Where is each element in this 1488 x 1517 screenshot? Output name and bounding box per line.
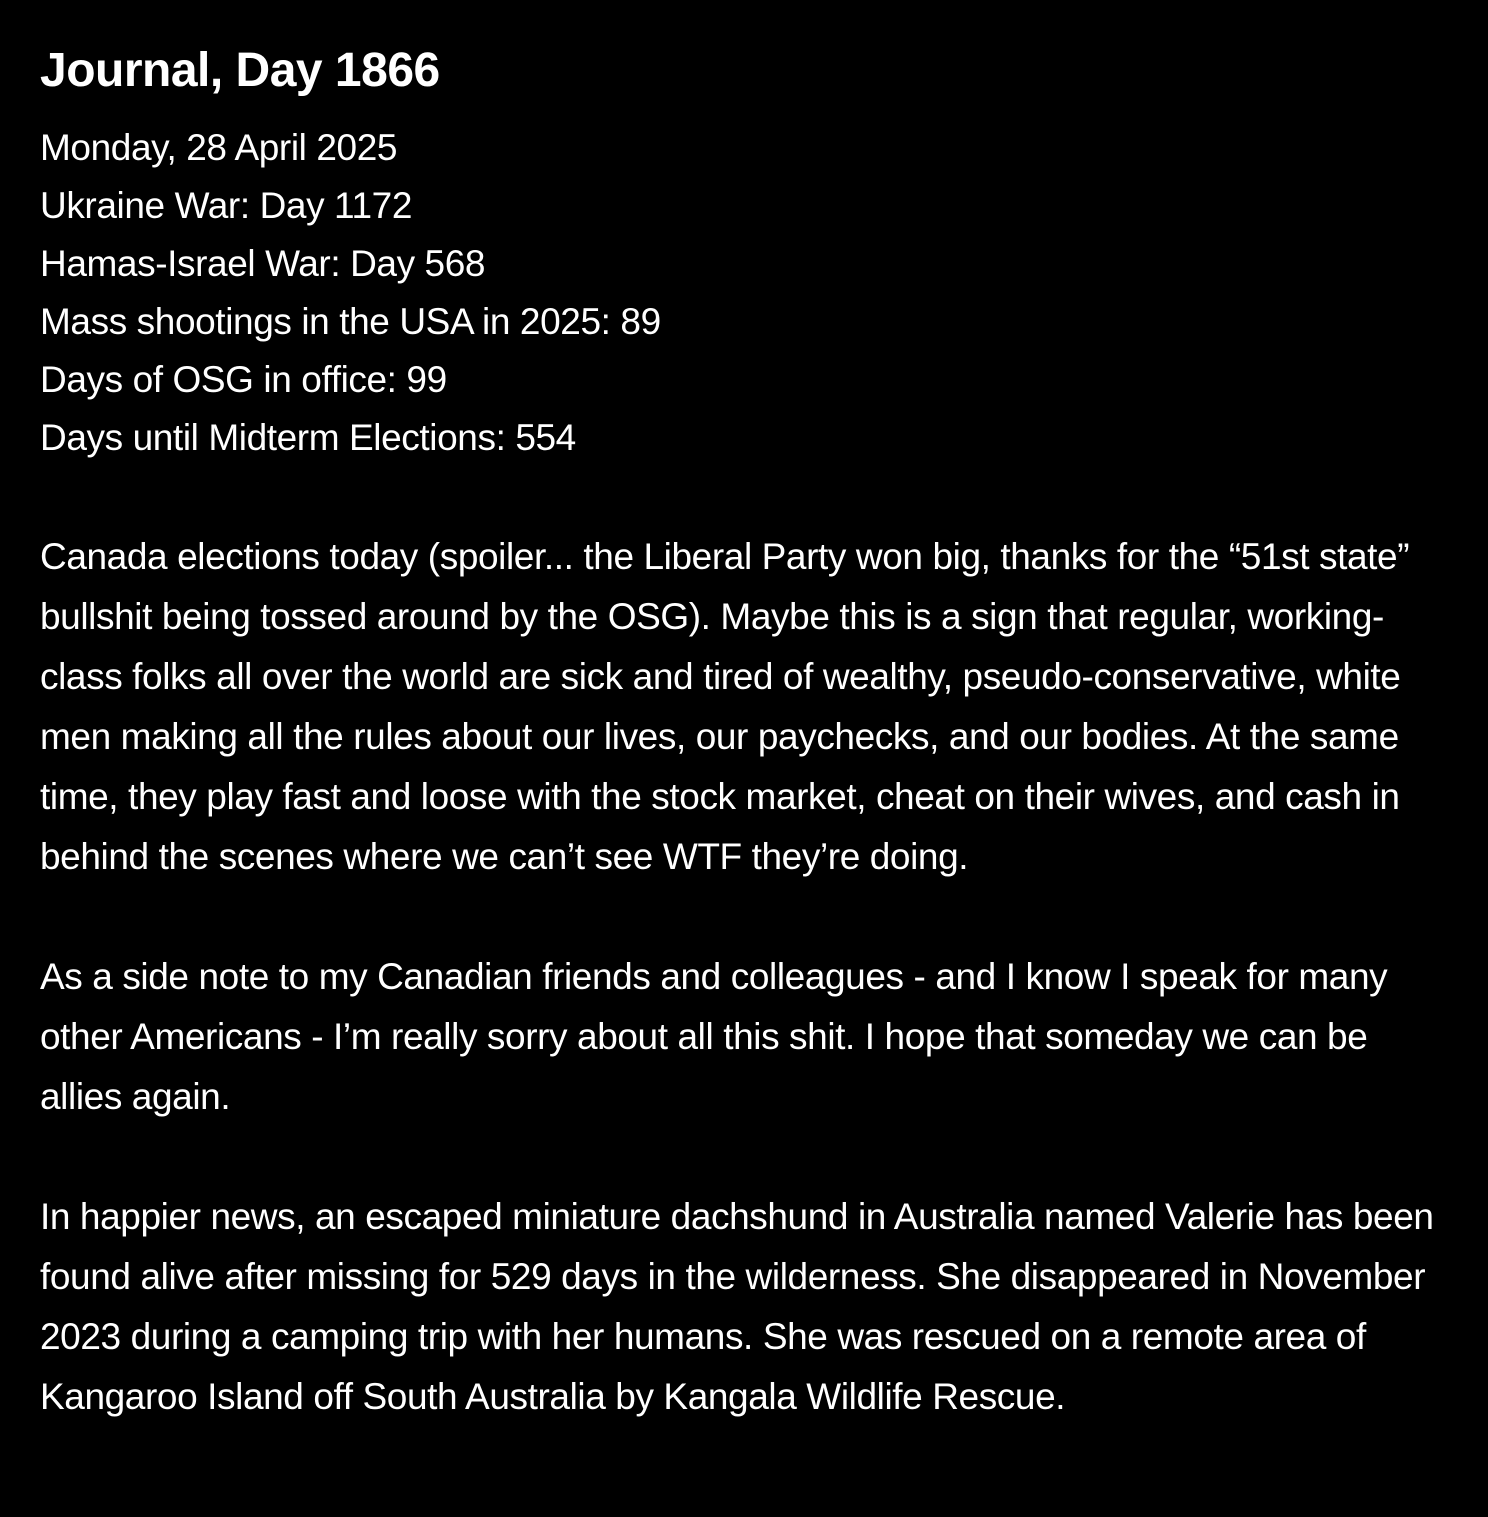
hamas-israel-war-counter: Hamas-Israel War: Day 568 [40,243,486,284]
journal-stats-list [40,119,1448,467]
ukraine-war-counter: Ukraine War: Day 1172 [40,185,413,226]
date-line: Monday, 28 April 2025 [40,127,398,168]
mass-shootings-counter: Mass shootings in the USA in 2025: 89 [40,301,661,342]
journal-title: Journal, Day 1866 [40,44,440,97]
paragraph-canada-elections: Canada elections today (spoiler... the Liberal Party won big, thanks for the “51st state” bullshit being tossed around by the OSG). Maybe this is a sign that regular, working-class folks all over the world are sick and tired of wealthy, pseudo-conservative, white men making all the rules about our lives, our paychecks, and our bodies. At the same time, they play fast and loose with the stock market, cheat on their wives, and cash in behind the scenes where we can’t see WTF they’re doing. [40,536,1410,877]
osg-days-counter: Days of OSG in office: 99 [40,359,447,400]
midterm-countdown: Days until Midterm Elections: 554 [40,417,576,458]
paragraph-happier-news: In happier news, an escaped miniature dachshund in Australia named Valerie has been found alive after missing for 529 days in the wilderness. She disappeared in November 2023 during a camping trip with her humans. She was rescued on a remote area of Kangaroo Island off South Australia by Kangala Wildlife Rescue. [40,1196,1434,1417]
paragraph-side-note: As a side note to my Canadian friends and colleagues - and I know I speak for many other Americans - I’m really sorry about all this shit. I hope that someday we can be allies again. [40,956,1388,1117]
